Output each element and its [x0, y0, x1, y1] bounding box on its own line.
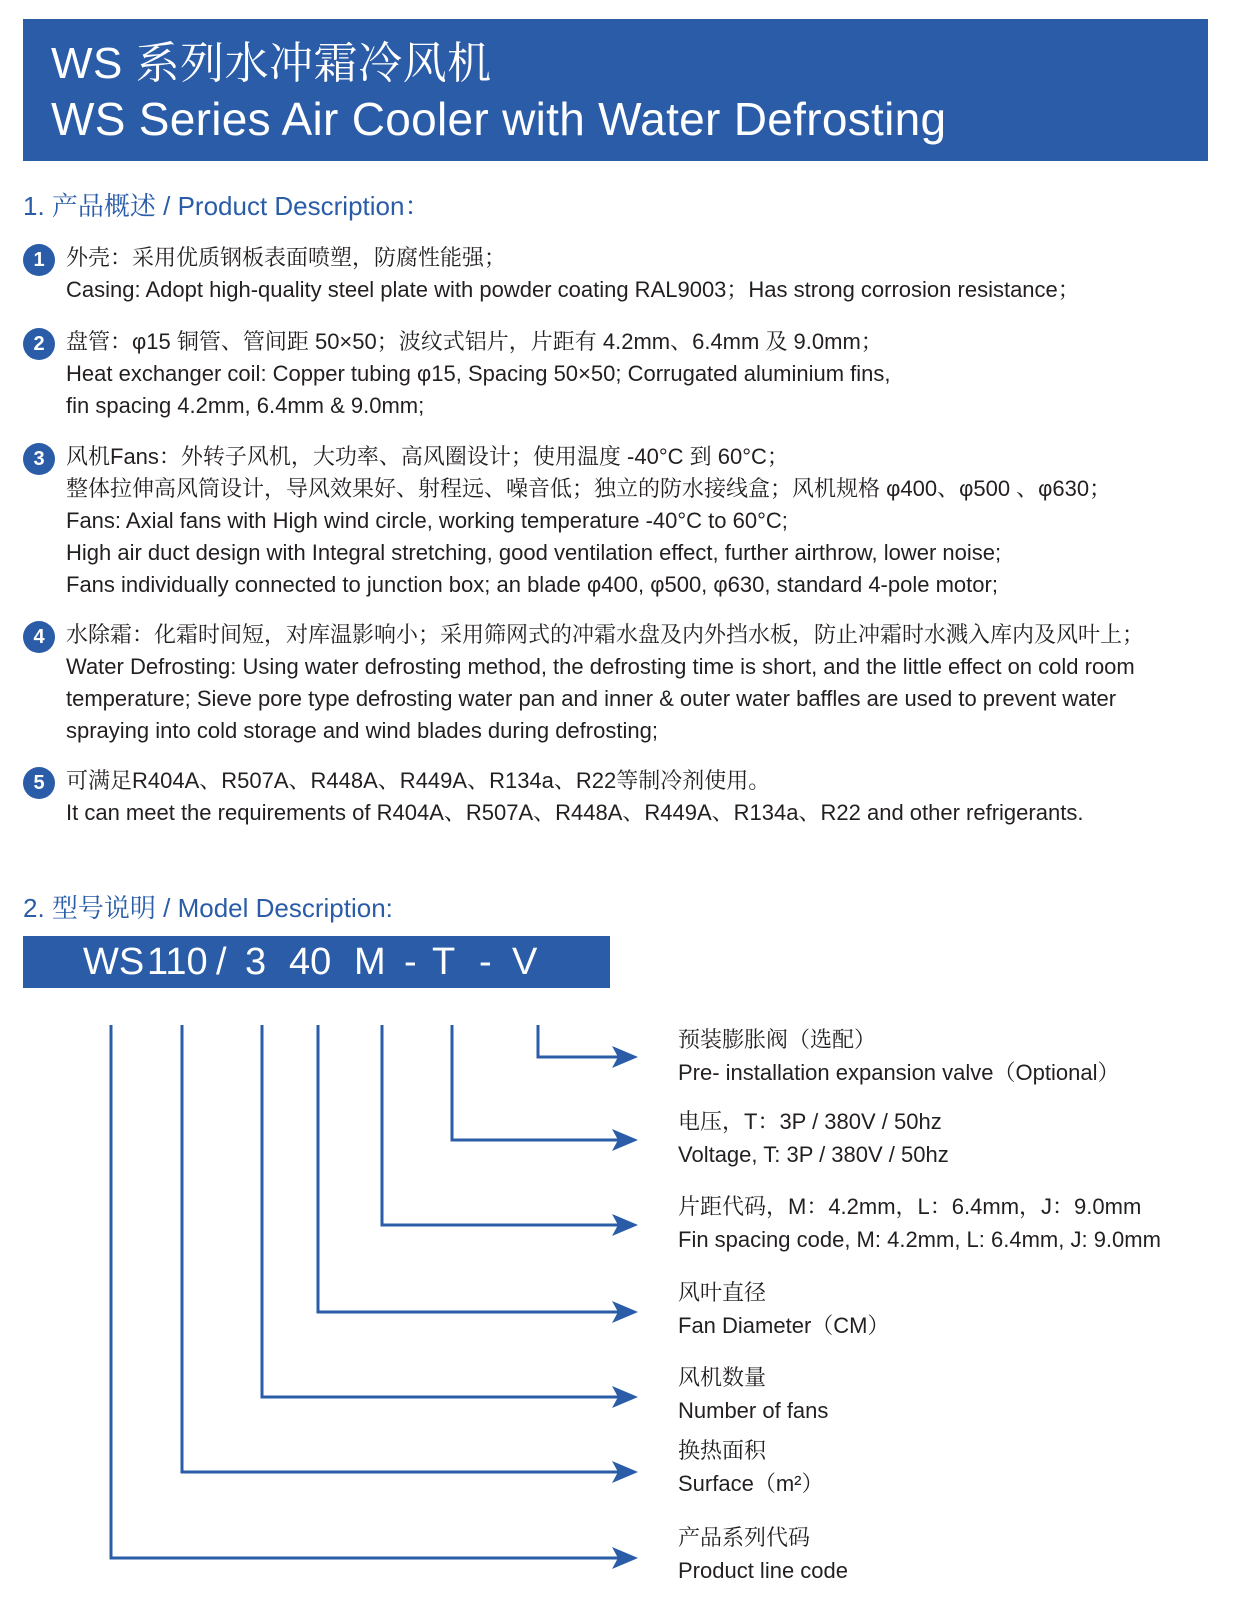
item-line: temperature; Sieve pore type defrosting water pan and inner & outer water baffles are used to prevent water: [66, 686, 1117, 711]
item-line: High air duct design with Integral stretching, good ventilation effect, further airthrow, lower noise;: [66, 540, 1002, 565]
item-line: 可满足R404A、R507A、R448A、R449A、R134a、R22等制冷剂使用。: [66, 768, 771, 793]
item-line: Fans individually connected to junction box; an blade φ400, φ500, φ630, standard 4-pole motor;: [66, 572, 998, 597]
connector-fin-spacing: [382, 1025, 625, 1225]
desc-fin-spacing: [678, 1190, 1238, 1256]
code-fan-count: 3: [245, 941, 267, 983]
code-fin-spacing: M: [354, 941, 386, 983]
desc-cn: 风叶直径: [678, 1280, 767, 1305]
number-badge: 1: [23, 244, 55, 276]
connector-surface: [182, 1025, 625, 1472]
code-valve: V: [512, 941, 538, 983]
item-line: 整体拉伸高风筒设计，导风效果好、射程远、噪音低；独立的防水接线盒；风机规格 φ400、φ500 、φ630；: [66, 476, 1112, 501]
code-fan-diameter: 40: [289, 941, 332, 983]
item-line: 风机Fans：外转子风机，大功率、高风圈设计；使用温度 -40°C 到 60°C；: [66, 444, 789, 469]
code-series: WS: [83, 941, 145, 983]
section-2-title: 2. 型号说明 / Model Description:: [23, 893, 393, 923]
desc-product-line: [678, 1521, 1238, 1587]
desc-en: Voltage, T: 3P / 380V / 50hz: [678, 1142, 949, 1167]
desc-fan-diameter: [678, 1276, 1238, 1342]
desc-en: Product line code: [678, 1558, 848, 1583]
code-dash: -: [404, 941, 417, 983]
number-badge: 2: [23, 328, 55, 360]
code-slash: /: [216, 941, 227, 983]
item-line: 外壳：采用优质钢板表面喷塑，防腐性能强；: [66, 245, 507, 270]
item-line: 水除霜：化霜时间短，对库温影响小；采用筛网式的冲霜水盘及内外挡水板，防止冲霜时水溅入库内及风叶上；: [66, 622, 1145, 647]
item-line: It can meet the requirements of R404A、R507A、R448A、R449A、R134a、R22 and other refrigerants.: [66, 800, 1084, 825]
connector-fan-count: [262, 1025, 625, 1397]
desc-cn: 电压，T：3P / 380V / 50hz: [678, 1109, 942, 1134]
item-line: Fans: Axial fans with High wind circle, working temperature -40°C to 60°C;: [66, 508, 788, 533]
desc-voltage: [678, 1105, 1238, 1171]
desc-cn: 片距代码，M：4.2mm，L：6.4mm，J：9.0mm: [678, 1194, 1142, 1219]
item-line: spraying into cold storage and wind blades during defrosting;: [66, 718, 658, 743]
desc-en: Fin spacing code, M: 4.2mm, L: 6.4mm, J: 9.0mm: [678, 1227, 1161, 1252]
desc-en: Surface（m²）: [678, 1471, 824, 1496]
connector-fan-diameter: [318, 1025, 625, 1312]
code-dash: -: [479, 941, 492, 983]
connector-series: [111, 1025, 625, 1558]
item-line: Heat exchanger coil: Copper tubing φ15, Spacing 50×50; Corrugated aluminium fins,: [66, 361, 891, 386]
code-voltage: T: [432, 941, 456, 983]
item-line: Casing: Adopt high-quality steel plate with powder coating RAL9003；Has strong corrosion resistance；: [66, 277, 1080, 302]
desc-en: Number of fans: [678, 1398, 829, 1423]
number-badge: 4: [23, 621, 55, 653]
desc-fan-count: [678, 1361, 1238, 1427]
desc-expansion-valve: [678, 1023, 1238, 1089]
item-line: fin spacing 4.2mm, 6.4mm & 9.0mm;: [66, 393, 425, 418]
item-line: Water Defrosting: Using water defrosting method, the defrosting time is short, and the little effect on cold room: [66, 654, 1135, 679]
desc-cn: 预装膨胀阀（选配）: [678, 1027, 877, 1052]
title-cn: WS 系列水冲霜冷风机: [51, 39, 492, 88]
desc-en: Pre- installation expansion valve（Optional）: [678, 1060, 1120, 1085]
code-surface: 110: [147, 941, 208, 983]
number-badge: 3: [23, 443, 55, 475]
connector-valve: [538, 1025, 625, 1057]
desc-surface: [678, 1434, 1238, 1500]
item-line: 盘管：φ15 铜管、管间距 50×50；波纹式铝片，片距有 4.2mm、6.4mm 及 9.0mm；: [66, 329, 883, 354]
desc-en: Fan Diameter（CM）: [678, 1313, 890, 1338]
desc-cn: 换热面积: [678, 1438, 767, 1463]
section-1-title: 1. 产品概述 / Product Description：: [23, 191, 431, 221]
title-en: WS Series Air Cooler with Water Defrosting: [51, 93, 947, 145]
desc-cn: 产品系列代码: [678, 1525, 811, 1550]
number-badge: 5: [23, 767, 55, 799]
desc-cn: 风机数量: [678, 1365, 767, 1390]
